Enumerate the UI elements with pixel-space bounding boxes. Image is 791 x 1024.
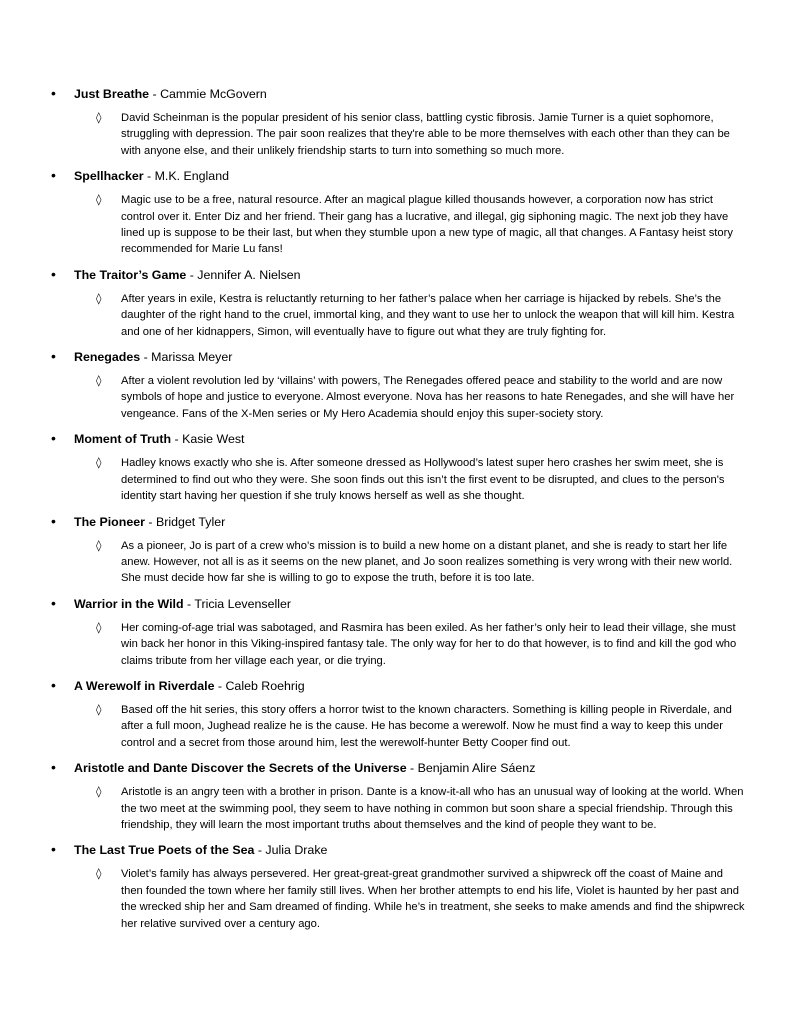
book-title-line xyxy=(51,167,791,184)
diamond-bullet-icon: ◊ xyxy=(96,193,102,207)
book-list xyxy=(0,86,791,941)
diamond-bullet-icon: ◊ xyxy=(96,111,102,124)
book-author: Kasie West xyxy=(182,432,245,447)
book-title-line xyxy=(51,759,791,776)
book-description-text: After years in exile, Kestra is reluctantly returning to her father’s palace when her carriage is hijacked by rebels. She’s the daughter of the right hand to the cruel, immortal king, and they want to use her to unlock the weapon that will kill him. Kestra and one of her kidnappers, Simon, will eventually have to figure out what they are truly fighting for. xyxy=(121,292,735,338)
book-description xyxy=(96,866,746,932)
book-title-line xyxy=(51,676,791,694)
book-author: Benjamin Alire Sáenz xyxy=(417,761,536,776)
book-title: The Traitor’s Game xyxy=(74,267,187,282)
book-description-text: Hadley knows exactly who she is. After someone dressed as Hollywood’s latest super hero crashes her swim meet, she is determined to find out who they were. She soon finds out this isn’t the first event to be disrupted, and clues to the person's identity start having her question if she truly knows herself as well as she thought. xyxy=(121,457,725,503)
book-description xyxy=(96,702,746,751)
book-description xyxy=(96,620,746,669)
book-description xyxy=(96,784,746,833)
book-title-line xyxy=(51,594,791,612)
diamond-bullet-icon: ◊ xyxy=(96,374,102,388)
book-description xyxy=(96,291,746,340)
bullet-icon: • xyxy=(51,841,56,858)
book-entry xyxy=(0,267,791,340)
title-author-separator: - xyxy=(214,678,226,693)
book-description-text: As a pioneer, Jo is part of a crew who’s mission is to build a new home on a distant planet, and she is ready to start her life anew. However, not all is as it seems on the new planet, and Jo soon realizes something is very wrong with their new world. She must decide how far she is willing to go to expose the truth, before it is too late. xyxy=(121,539,733,585)
title-author-separator: - xyxy=(149,87,161,101)
book-author: Tricia Levenseller xyxy=(194,596,292,611)
book-author: M.K. England xyxy=(154,169,229,184)
book-title: Aristotle and Dante Discover the Secrets of the Universe xyxy=(74,761,407,776)
book-entry xyxy=(0,86,791,159)
title-author-separator: - xyxy=(186,267,198,282)
bullet-icon: • xyxy=(51,594,56,611)
book-author: Caleb Roehrig xyxy=(225,678,305,693)
title-author-separator: - xyxy=(254,843,266,858)
book-title: Just Breathe xyxy=(74,87,150,101)
diamond-bullet-icon: ◊ xyxy=(96,456,102,470)
book-title: Moment of Truth xyxy=(74,432,172,447)
book-description-text: Based off the hit series, this story offers a horror twist to the known characters. Something is killing people in Riverdale, and after a full moon, Jughead realize he is the cause. He has become a werewolf. Now he must find a way to keep this under control and a secret from those around him, lest the werewolf-hunter Betty Cooper find out. xyxy=(121,703,732,749)
book-entry xyxy=(0,678,791,751)
bullet-icon: • xyxy=(51,348,56,365)
book-author: Jennifer A. Nielsen xyxy=(197,267,301,282)
book-title: The Pioneer xyxy=(74,514,145,529)
book-description xyxy=(96,455,746,504)
book-entry xyxy=(0,349,791,422)
bullet-icon: • xyxy=(51,430,56,447)
book-description xyxy=(96,538,746,587)
bullet-icon: • xyxy=(51,759,56,776)
book-title-line xyxy=(51,348,791,365)
bullet-icon: • xyxy=(51,512,56,529)
book-author: Marissa Meyer xyxy=(151,350,233,365)
book-author: Cammie McGovern xyxy=(160,87,267,101)
book-description-text: Aristotle is an angry teen with a brother in prison. Dante is a know-it-all who has an unusual way of looking at the world. When the two meet at the swimming pool, they seem to have nothing in common but soon share a special friendship. Through this friendship, they will learn the most important truths about themselves and the kind of people they want to be. xyxy=(121,786,744,831)
title-author-separator: - xyxy=(171,432,183,447)
book-description-text: Her coming-of-age trial was sabotaged, and Rasmira has been exiled. As her father’s only heir to lead their village, she must win back her honor in this Viking-inspired fantasy tale. The only way for her to do that however, is to find and kill the god who claims tribute from her village each year, or die trying. xyxy=(121,621,737,667)
book-entry xyxy=(0,168,791,258)
book-description-text: Violet’s family has always persevered. Her great-great-great grandmother survived a shipwreck off the coast of Maine and then founded the town where her family still lives. When her brother attempts to end his life, Violet is haunted by her past and the wrecked ship her and Sam dreamed of finding. While he’s in treatment, she seeks to make amends and find the shipwreck her relative survived over a century ago. xyxy=(121,868,745,930)
book-description xyxy=(96,373,746,422)
book-title: Spellhacker xyxy=(74,169,144,184)
book-entry xyxy=(0,514,791,587)
book-title: The Last True Poets of the Sea xyxy=(74,843,255,858)
book-author: Bridget Tyler xyxy=(155,514,226,529)
diamond-bullet-icon: ◊ xyxy=(96,538,102,552)
book-title-line xyxy=(51,85,791,102)
title-author-separator: - xyxy=(406,761,418,776)
book-title-line xyxy=(51,512,791,530)
book-entry xyxy=(0,760,791,833)
title-author-separator: - xyxy=(183,596,195,611)
book-entry xyxy=(0,842,791,932)
title-author-separator: - xyxy=(140,350,152,365)
book-title: Renegades xyxy=(74,350,141,365)
book-title: Warrior in the Wild xyxy=(74,596,184,611)
bullet-icon: • xyxy=(51,676,56,693)
bullet-icon: • xyxy=(51,265,56,282)
diamond-bullet-icon: ◊ xyxy=(96,867,102,881)
title-author-separator: - xyxy=(144,514,156,529)
book-entry xyxy=(0,596,791,669)
diamond-bullet-icon: ◊ xyxy=(96,291,102,305)
title-author-separator: - xyxy=(143,169,155,184)
book-description-text: David Scheinman is the popular president of his senior class, battling cystic fibrosis. Jamie Turner is a quiet sophomore, struggling with depression. The pair soon realizes that they're able to be more themselves with each other than they can be with anyone else, and their unlikely friendship starts to turn into something so much more. xyxy=(121,112,730,157)
book-title: A Werewolf in Riverdale xyxy=(74,678,215,693)
book-title-line xyxy=(51,430,791,447)
book-description-text: After a violent revolution led by ‘villains’ with powers, The Renegades offered peace and stability to the world and are now symbols of hope and justice to everyone. Almost everyone. Nova has her reasons to hate Renegades, and she will have her vengeance. Fans of the X-Men series or My Hero Academia should enjoy this super-society story. xyxy=(121,375,735,420)
diamond-bullet-icon: ◊ xyxy=(96,702,102,716)
diamond-bullet-icon: ◊ xyxy=(96,785,102,799)
bullet-icon: • xyxy=(51,85,56,101)
bullet-icon: • xyxy=(51,167,56,184)
book-description xyxy=(96,110,746,159)
book-title-line xyxy=(51,841,791,858)
book-description-text: Magic use to be a free, natural resource. After an magical plague killed thousands however, a corporation now has strict control over it. Enter Diz and her friend. Their gang has a lucrative, and illegal, gig siphoning magic. The next job they have lined up is suppose to be their last, but when they stumble upon a new type of magic, all that changes. A Fantasy heist story recommended for Marie Lu fans! xyxy=(121,194,733,256)
book-author: Julia Drake xyxy=(265,843,328,858)
book-title-line xyxy=(51,265,791,283)
diamond-bullet-icon: ◊ xyxy=(96,620,102,634)
book-entry xyxy=(0,431,791,504)
book-description xyxy=(96,192,746,258)
